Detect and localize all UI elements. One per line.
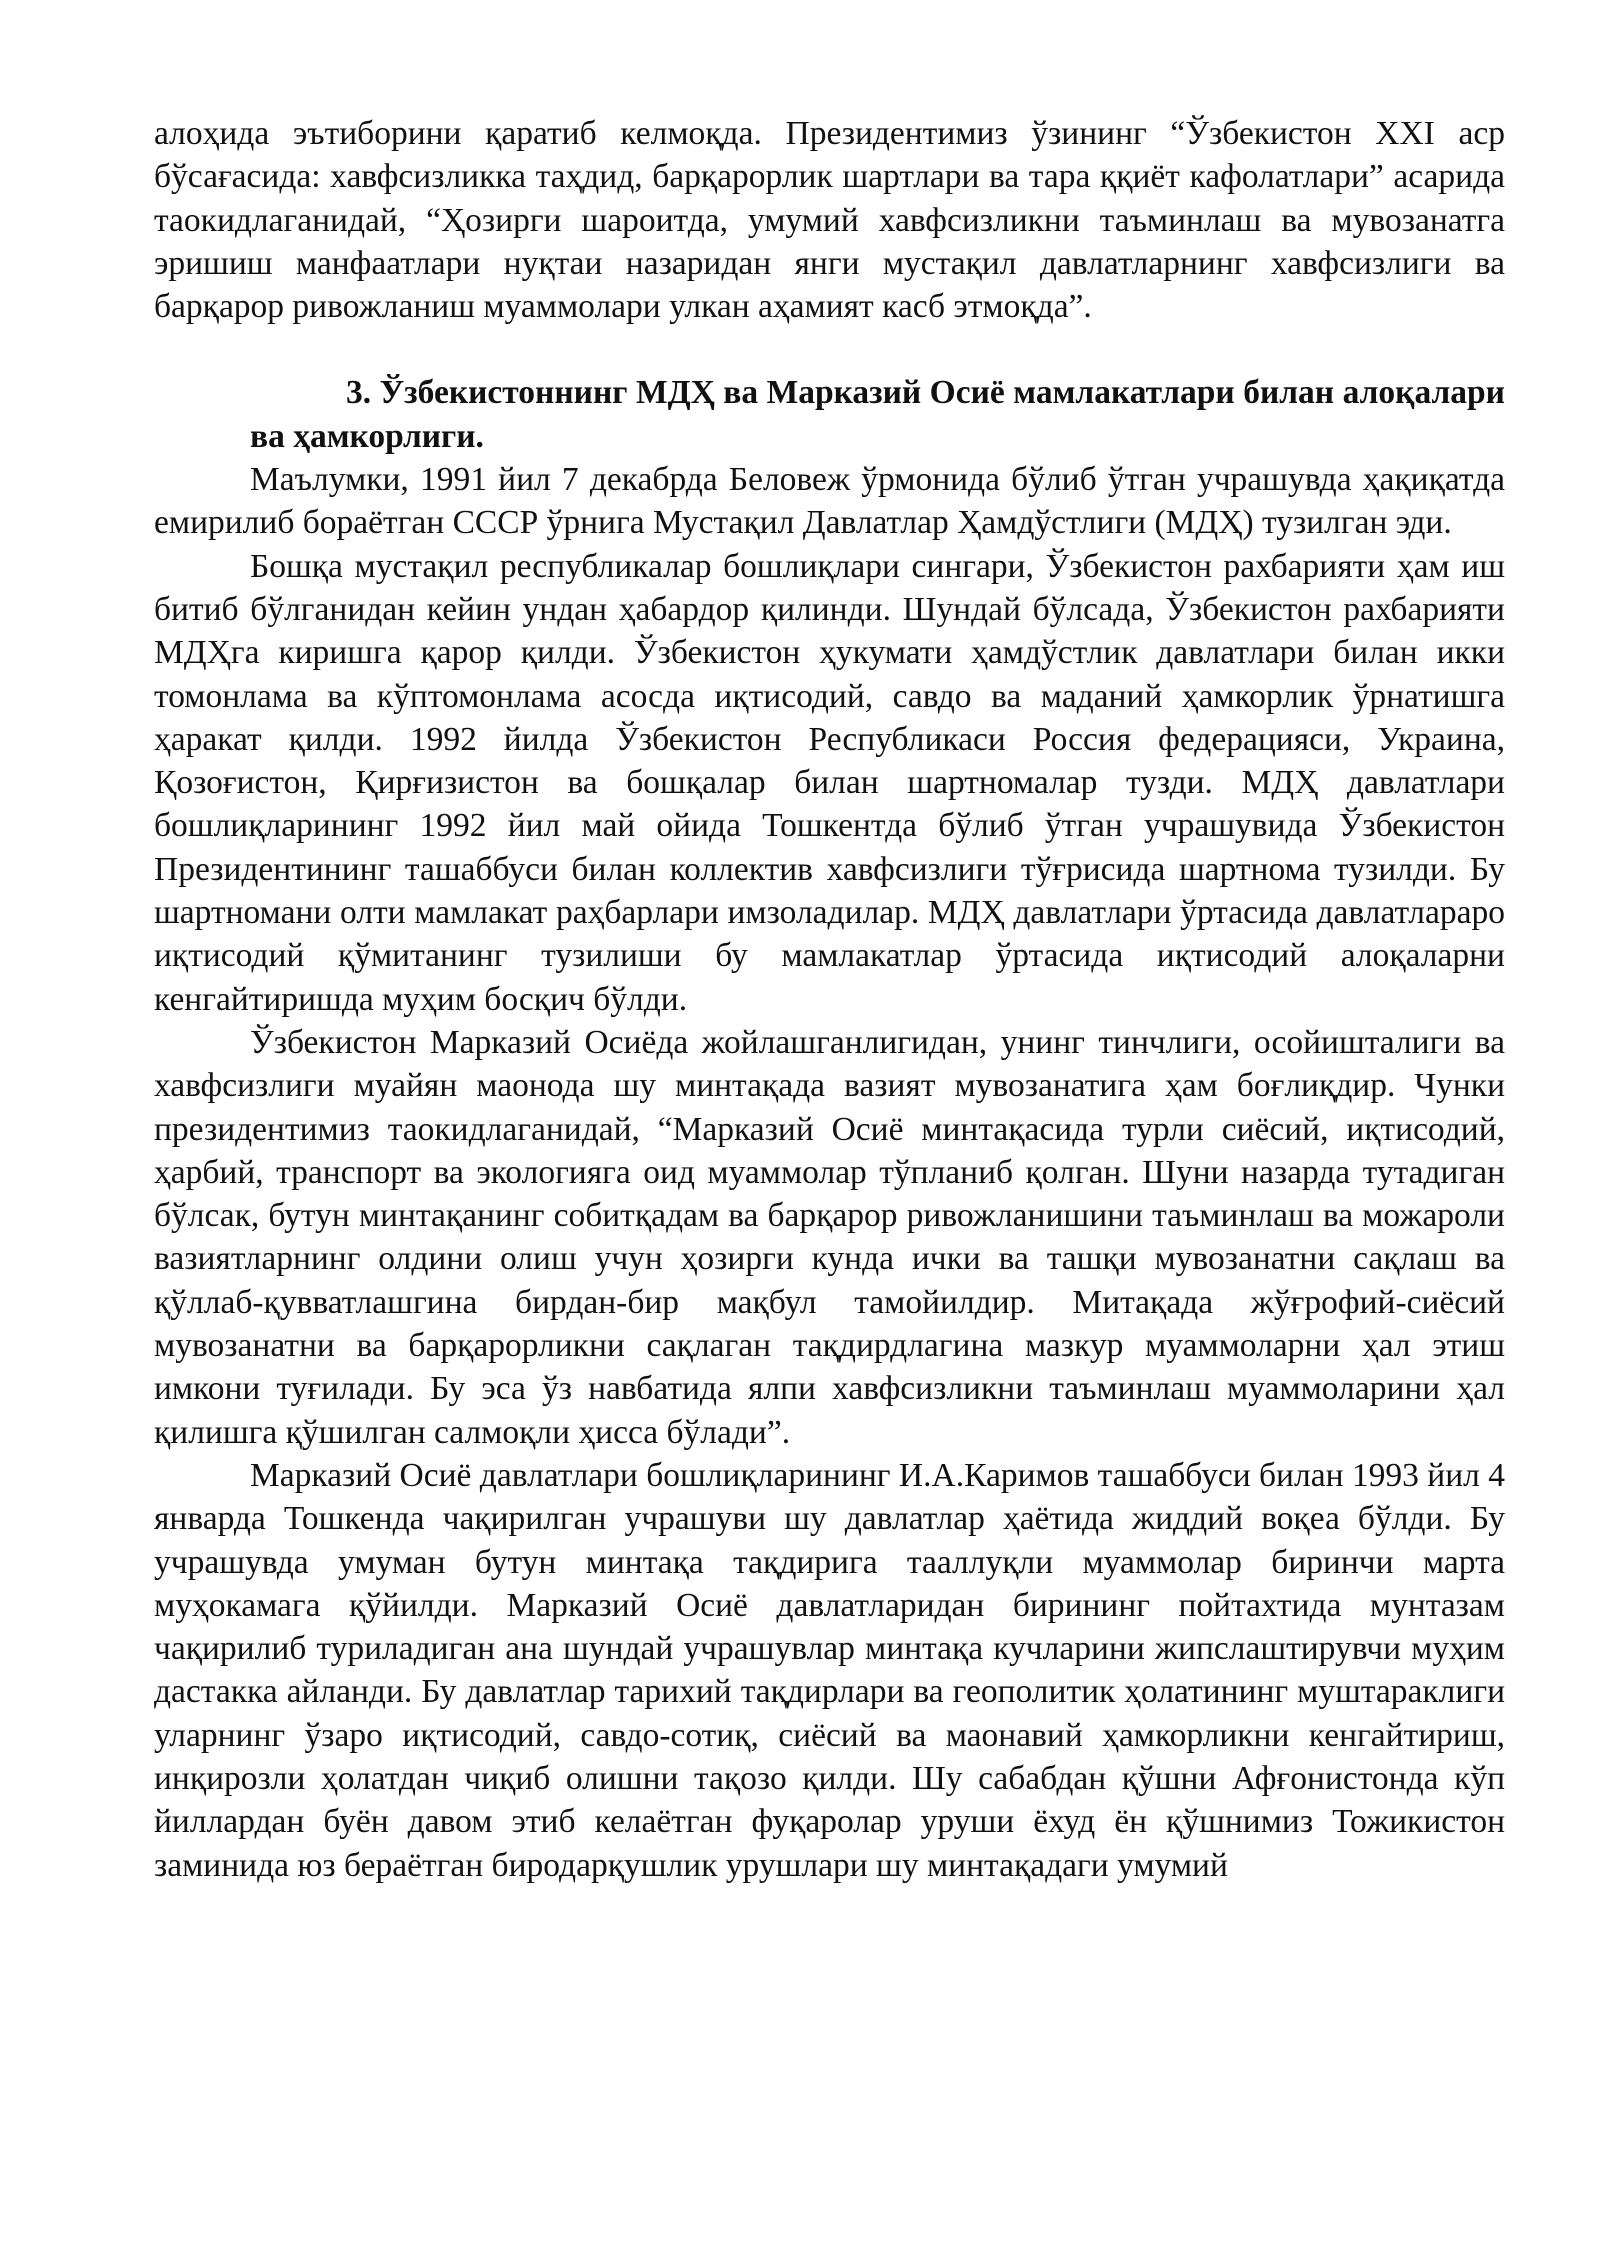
paragraph-4: Марказий Осиё давлатлари бошлиқларининг И.А.Каримов ташаббуси билан 1993 йил 4 январда Тошкенда чақирилган учрашуви шу давлатлар ҳаётида жиддий воқеа бўлди. Бу учрашувда умуман бутун минтақа тақдирига тааллуқли муаммолар биринчи марта муҳокамага қўйилди. Марказий Осиё давлатларидан бирининг пойтахтида мунтазам чақирилиб туриладиган ана шундай учрашувлар минтақа кучларини жипслаштирувчи муҳим дастакка айланди. Бу давлатлар тарихий тақдирлари ва геополитик ҳолатининг муштараклиги уларнинг ўзаро иқтисодий, савдо-сотиқ, сиёсий ва маонавий ҳамкорликни кенгайтириш, инқирозли ҳолатдан чиқиб олишни тақозо қилди. Шу сабабдан қўшни Афғонистонда кўп йиллардан буён давом этиб келаётган фуқаролар уруши ёхуд ён қўшнимиз Тожикистон заминида юз бераётган биродарқушлик урушлари шу минтақадаги умумий <box>154 1456 1505 1884</box>
document-page <box>154 112 1505 1887</box>
paragraph-2: Бошқа мустақил республикалар бошлиқлари сингари, Ўзбекистон рахбарияти ҳам иш битиб бўлганидан кейин ундан ҳабардор қилинди. Шундай бўлсада, Ўзбекистон рахбарияти МДҲга киришга қарор қилди. Ўзбекистон ҳукумати ҳамдўстлик давлатлари билан икки томонлама ва кўптомонлама асосда иқтисодий, савдо ва маданий ҳамкорлик ўрнатишга ҳаракат қилди. 1992 йилда Ўзбекистон Республикаси Россия федерацияси, Украина, Қозоғистон, Қирғизистон ва бошқалар билан шартномалар тузди. МДҲ давлатлари бошлиқларининг 1992 йил май ойида Тошкентда бўлиб ўтган учрашувида Ўзбекистон Президентининг ташаббуси билан коллектив хавфсизлиги тўғрисида шартнома тузилди. Бу шартномани олти мамлакат раҳбарлари имзоладилар. МДҲ давлатлари ўртасида давлатлараро иқтисодий қўмитанинг тузилиши бу мамлакатлар ўртасида иқтисодий алоқаларни кенгайтиришда муҳим босқич бўлди. <box>154 547 1505 1018</box>
paragraph-1: Маълумки, 1991 йил 7 декабрда Беловеж ўрмонида бўлиб ўтган учрашувда ҳақиқатда емирилиб бораётган СССР ўрнига Мустақил Давлатлар Ҳамдўстлиги (МДҲ) тузилган эди. <box>154 461 1505 542</box>
section-heading: 3. Ўзбекистоннинг МДҲ ва Марказий Осиё мамлакатлари билан алоқалари ва ҳамкорлиги. <box>250 374 1505 455</box>
paragraph-intro: алоҳида эътиборини қаратиб келмоқда. Президентимиз ўзининг “Ўзбекистон XXI аср бўсағасида: хавфсизликка таҳдид, барқарорлик шартлари ва тара ққиёт кафолатлари” асарида таокидлаганидай, “Ҳозирги шароитда, умумий хавфсизликни таъминлаш ва мувозанатга эришиш манфаатлари нуқтаи назаридан янги мустақил давлатларнинг хавфсизлиги ва барқарор ривожланиш муаммолари улкан аҳамият касб этмоқда”. <box>154 115 1505 326</box>
paragraph-3: Ўзбекистон Марказий Осиёда жойлашганлигидан, унинг тинчлиги, осойишталиги ва хавфсизлиги муайян маонода шу минтақада вазият мувозанатига ҳам боғлиқдир. Чунки президентимиз таокидлаганидай, “Марказий Осиё минтақасида турли сиёсий, иқтисодий, ҳарбий, транспорт ва экологияга оид муаммолар тўпланиб қолган. Шуни назарда тутадиган бўлсак, бутун минтақанинг собитқадам ва барқарор ривожланишини таъминлаш ва можароли вазиятларнинг олдини олиш учун ҳозирги кунда ички ва ташқи мувозанатни сақлаш ва қўллаб-қувватлашгина бирдан-бир мақбул тамойилдир. Митақада жўғрофий-сиёсий мувозанатни ва барқарорликни сақлаган тақдирдлагина мазкур муаммоларни ҳал этиш имкони туғилади. Бу эса ўз навбатида ялпи хавфсизликни таъминлаш муаммоларини ҳал қилишга қўшилган салмоқли ҳисса бўлади”. <box>154 1023 1505 1451</box>
